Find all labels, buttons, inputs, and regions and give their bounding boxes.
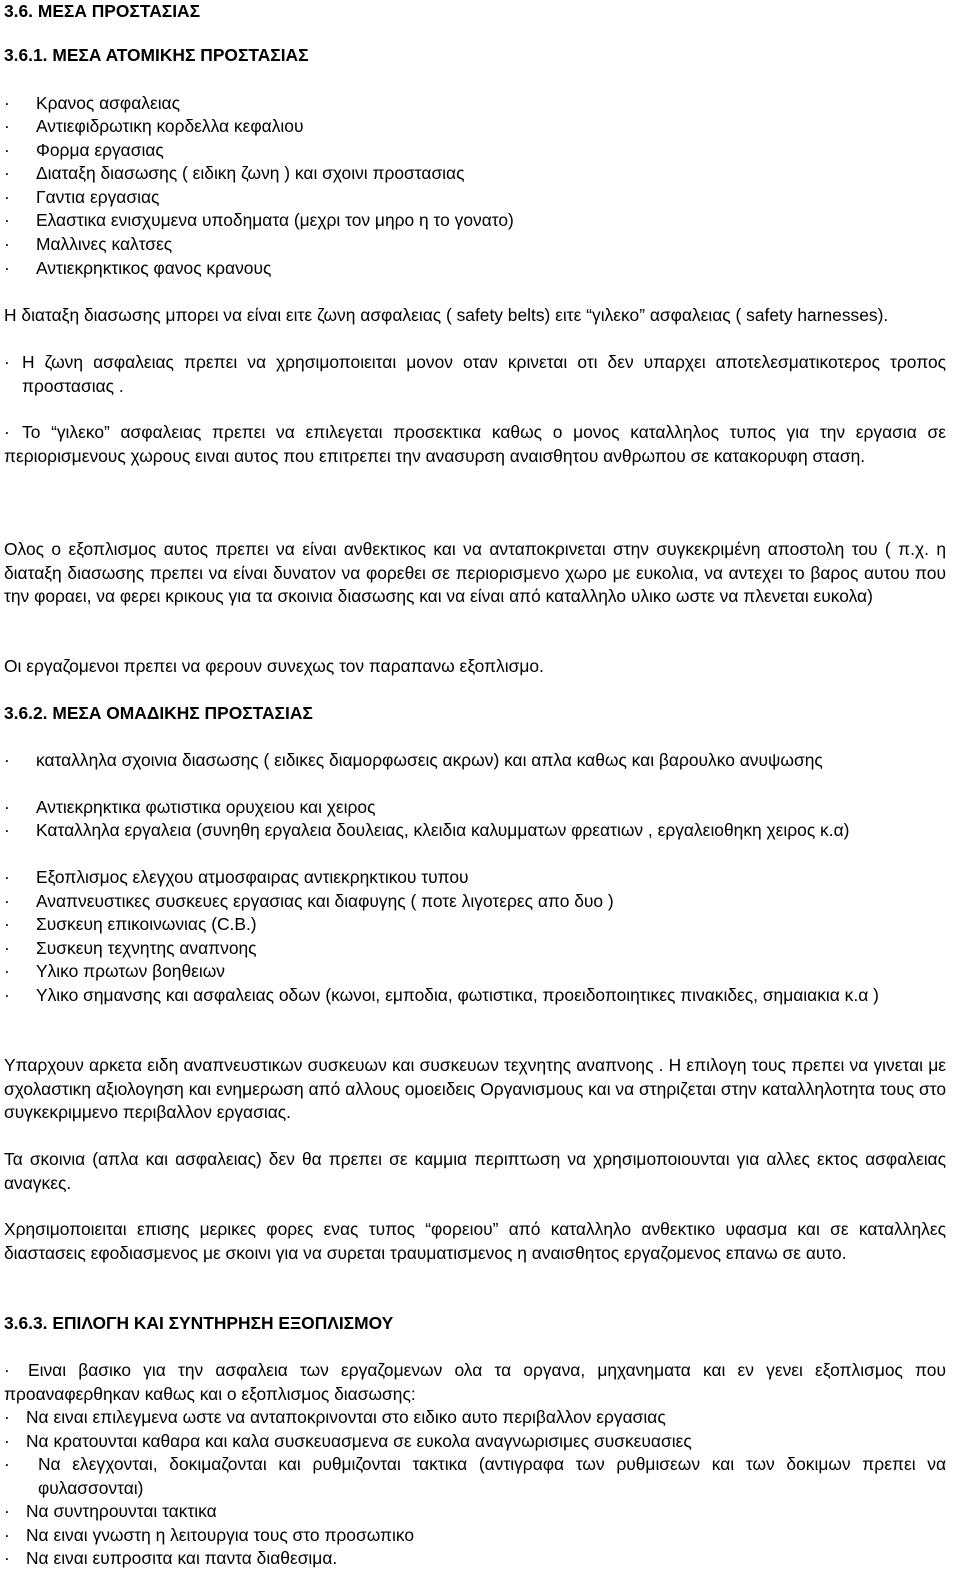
list-item: · Συσκευη τεχνητης αναπνοης [4,938,257,958]
paragraph-harness: Η διαταξη διασωσης μπορει να είναι ειτε ζωνη ασφαλειας ( safety belts) ειτε “γιλεκο” ασφαλειας ( safety harnesses). [4,305,889,325]
section-3-6-2-title: 3.6.2. ΜΕΣΑ ΟΜΑΔΙΚΗΣ ΠΡΟΣΤΑΣΙΑΣ [4,703,313,723]
list-item: · Γαντια εργασιας [4,187,160,207]
bullet-belt: · Η ζωνη ασφαλειας πρεπει να χρησιμοποιειται μονον οταν κρινεται οτι δεν υπαρχει αποτελεσματικοτερος τροπος προστασιας . [4,352,946,396]
list-item: · Μαλλινες καλτσες [4,234,173,254]
section-3-6-1-title: 3.6.1. ΜΕΣΑ ΑΤΟΜΙΚΗΣ ΠΡΟΣΤΑΣΙΑΣ [4,45,309,65]
list-item: · Συσκευη επικοινωνιας (C.B.) [4,914,257,934]
paragraph-breathing: Υπαρχουν αρκετα ειδη αναπνευστικων συσκευων και συσκευων τεχνητης αναπνοης . Η επιλογη τους πρεπει να γινεται με σχολαστικη αξιολογηση και ενημερωση από αλλους ομοειδεις Οργανισμους και να στηριζεται στην καταλληλοτητα τους στο συγκεκριμμενο περιβαλλον εργασιας. [4,1055,946,1123]
list-item: · Να ειναι επιλεγμενα ωστε να ανταποκρινονται στο ειδικο αυτο περιβαλλον εργασιας [4,1407,666,1427]
list-item: · Υλικο πρωτων βοηθειων [4,961,226,981]
maintenance-intro: · Ειναι βασικο για την ασφαλεια των εργαζομενων ολα τα οργανα, μηχανηματα και εν γενει εξοπλισμος που προαναφερθηκαν καθως και ο εξοπλισμος διασωσης: [4,1360,946,1404]
paragraph-equipment: Ολος ο εξοπλισμος αυτος πρεπει να είναι ανθεκτικος και να ανταποκρινεται στην συγκεκριμένη αποστολη του ( π.χ. η διαταξη διασωσης πρεπει να είναι δυνατον να φορεθει σε περιορισμενο χωρο με ευκολια, να αντεχει το βαρος αυτου που την φοραει, να φερει κρικους για τα σκοινια διασωσης και να είναι από καταλληλο υλικο ωστε να πλενεται ευκολα) [4,539,946,607]
paragraph-ropes: Τα σκοινια (απλα και ασφαλειας) δεν θα πρεπει σε καμμια περιπτωση να χρησιμοποιουνται για αλλες εκτος ασφαλειας αναγκες. [4,1149,946,1193]
list-item: · Φορμα εργασιας [4,140,164,160]
list-item: · Αναπνευστικες συσκευες εργασιας και διαφυγης ( ποτε λιγοτερες απο δυο ) [4,891,614,911]
list-item: · Υλικο σημανσης και ασφαλειας οδων (κωνοι, εμποδια, φωτιστικα, προειδοποιητικες πινακιδες, σημαιακια κ.α ) [4,985,879,1005]
list-item: · Αντιεφιδρωτικη κορδελλα κεφαλιου [4,116,304,136]
bullet-vest: · Το “γιλεκο” ασφαλειας πρεπει να επιλεγεται προσεκτικα καθως ο μονος καταλληλος τυπος για την εργασια σε περιορισμενους χωρους ειναι αυτος που επιτρεπει την ανασυρση αναισθητου ανθρωπου σε κατακορυφη σταση. [4,422,946,466]
list-item: · Να συντηρουνται τακτικα [4,1501,217,1521]
list-item: · Να ειναι γνωστη η λειτουργια τους στο προσωπικο [4,1525,415,1545]
list-item: · Αντιεκρηκτικα φωτιστικα ορυχειου και χειρος [4,797,376,817]
list-item: · Διαταξη διασωσης ( ειδικη ζωνη ) και σχοινι προστασιας [4,163,465,183]
list-item: · Αντιεκρηκτικος φανος κρανους [4,258,272,278]
list-item: · Ελαστικα ενισχυμενα υποδηματα (μεχρι τον μηρο η το γονατο) [4,210,514,230]
list-item: · Καταλληλα εργαλεια (συνηθη εργαλεια δουλειας, κλειδια καλυμματων φρεατιων , εργαλειοθηκη χειρος κ.α) [4,820,850,840]
section-3-6-3-title: 3.6.3. ΕΠΙΛΟΓΗ ΚΑΙ ΣΥΝΤΗΡΗΣΗ ΕΞΟΠΛΙΣΜΟΥ [4,1313,394,1333]
paragraph-workers: Οι εργαζομενοι πρεπει να φερουν συνεχως τον παραπανω εξοπλισμο. [4,656,544,676]
list-item: · Να κρατουνται καθαρα και καλα συσκευασμενα σε ευκολα αναγνωρισιμες συσκευασιες [4,1431,692,1451]
list-item: · καταλληλα σχοινια διασωσης ( ειδικες διαμορφωσεις ακρων) και απλα καθως και βαρουλκο ανυψωσης [4,750,823,770]
list-item: · Εξοπλισμος ελεγχου ατμοσφαιρας αντιεκρηκτικου τυπου [4,867,469,887]
list-item: · Να ειναι ευπροσιτα και παντα διαθεσιμα. [4,1548,338,1568]
paragraph-stretcher: Χρησιμοποιειται επισης μερικες φορες ενας τυπος “φορειου” από καταλληλο ανθεκτικο υφασμα και σε καταλληλες διαστασεις εφοδιασμενος με σκοινι για να συρεται τραυματισμενος η αναισθητος εργαζομενος επανω σε αυτο. [4,1219,946,1263]
list-item: · Να ελεγχονται, δοκιμαζονται και ρυθμιζονται τακτικα (αντιγραφα των ρυθμισεων και των δοκιμων πρεπει να φυλασσονται) [4,1454,946,1498]
section-3-6-title: 3.6. ΜΕΣΑ ΠΡΟΣΤΑΣΙΑΣ [4,1,201,21]
list-item: · Κρανος ασφαλειας [4,93,180,113]
